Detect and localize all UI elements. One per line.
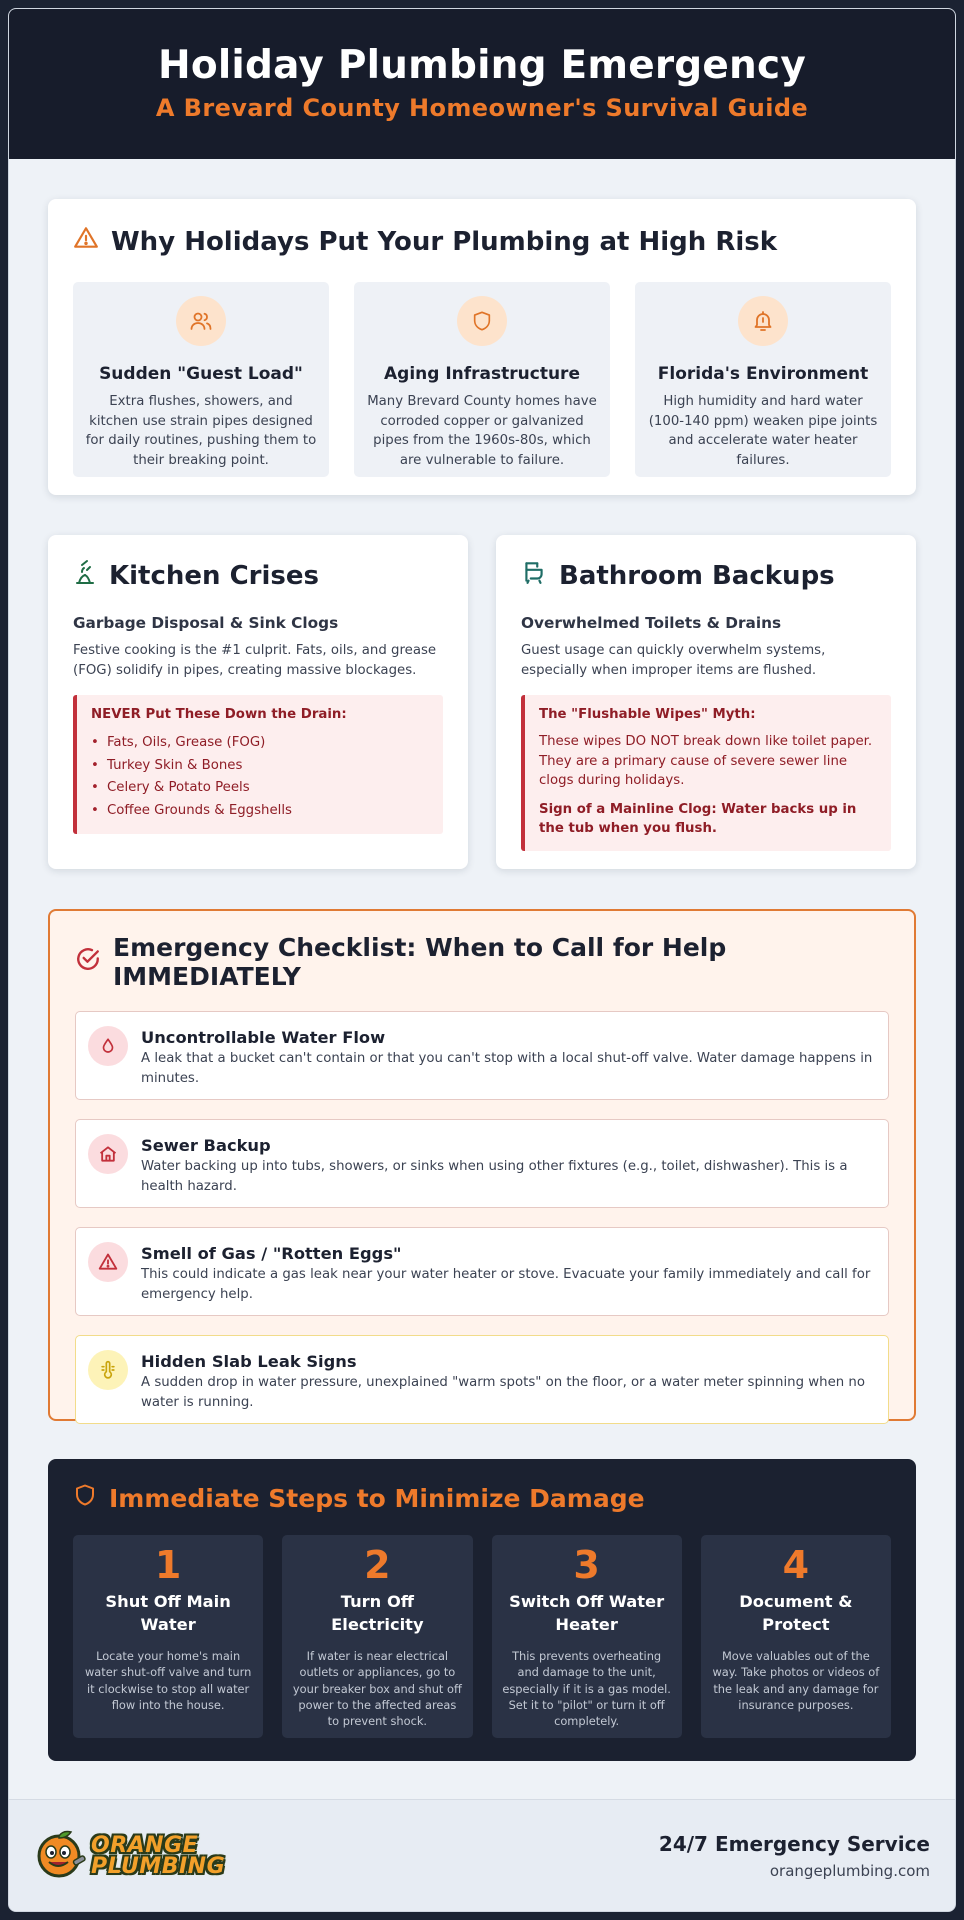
bathroom-alert-box xyxy=(521,695,891,851)
checklist-item-text: A leak that a bucket can't contain or that you can't stop with a local shut-off valve. Water damage happens in minutes. xyxy=(141,1051,873,1086)
drain-list xyxy=(91,732,429,822)
bathroom-alert-text: These wipes DO NOT break down like toilet paper. They are a primary cause of severe sewer line clogs during holidays. xyxy=(539,734,873,788)
step-title: Switch Off Water Heater xyxy=(509,1592,665,1634)
check-circle-icon xyxy=(75,946,101,978)
emergency-service-label: 24/7 Emergency Service xyxy=(658,1831,930,1856)
step-card-4 xyxy=(701,1535,891,1738)
shield-icon xyxy=(457,296,507,346)
risk-card-title: Florida's Environment xyxy=(657,364,869,384)
page-subtitle: A Brevard County Homeowner's Survival Guide xyxy=(155,94,809,122)
step-title: Shut Off Main Water xyxy=(105,1592,231,1634)
footer xyxy=(9,1799,955,1911)
checklist-item-water-flow xyxy=(75,1011,889,1100)
risk-card-text: High humidity and hard water (100-140 ppm) weaken pipe joints and accelerate water heater failures. xyxy=(648,394,878,468)
checklist-item-slab-leak xyxy=(75,1335,889,1424)
mainline-clog-sign: Sign of a Mainline Clog: Water backs up in the tub when you flush. xyxy=(539,801,857,836)
logo-line-1: ORANGE xyxy=(91,1832,199,1858)
thermometer-icon xyxy=(88,1350,128,1390)
step-text: Locate your home's main water shut-off valve and turn it clockwise to stop all water flow into the house. xyxy=(84,1649,252,1712)
checklist-item-gas-smell xyxy=(75,1227,889,1316)
risk-card-title: Aging Infrastructure xyxy=(384,364,580,384)
kitchen-bathroom-row xyxy=(48,535,916,869)
kitchen-alert-title: NEVER Put These Down the Drain: xyxy=(91,707,347,722)
users-icon xyxy=(176,296,226,346)
checklist-item-title: Smell of Gas / "Rotten Eggs" xyxy=(141,1244,402,1263)
page-title: Holiday Plumbing Emergency xyxy=(158,43,806,88)
bathroom-title: Bathroom Backups xyxy=(559,560,835,591)
bathroom-subtitle: Overwhelmed Toilets & Drains xyxy=(521,614,782,632)
warning-triangle-icon xyxy=(73,225,99,258)
checklist-item-body xyxy=(141,1134,876,1193)
warning-icon xyxy=(88,1242,128,1282)
orange-plumbing-logo[interactable] xyxy=(33,1828,225,1884)
step-number: 2 xyxy=(364,1543,391,1587)
risk-card-title: Sudden "Guest Load" xyxy=(99,364,303,384)
checklist-item-text: Water backing up into tubs, showers, or sinks when using other fixtures (e.g., toilet, dishwasher). This is a health hazard. xyxy=(141,1159,848,1194)
steps-title: Immediate Steps to Minimize Damage xyxy=(109,1483,645,1513)
risk-grid xyxy=(73,282,891,477)
checklist-item-sewer-backup xyxy=(75,1119,889,1208)
checklist-heading xyxy=(75,933,889,991)
step-card-2 xyxy=(282,1535,472,1738)
list-item: • Coffee Grounds & Eggshells xyxy=(91,800,429,823)
checklist-item-body xyxy=(141,1350,876,1409)
step-number: 1 xyxy=(154,1543,182,1587)
bathroom-heading xyxy=(521,559,891,592)
immediate-steps xyxy=(48,1459,916,1761)
main-content xyxy=(9,159,955,1761)
kitchen-section xyxy=(48,535,468,869)
risk-title: Why Holidays Put Your Plumbing at High Risk xyxy=(111,226,778,257)
risk-heading xyxy=(73,225,891,258)
risk-section xyxy=(48,199,916,495)
emergency-checklist xyxy=(48,909,916,1421)
bell-icon xyxy=(738,296,788,346)
shield-icon xyxy=(73,1483,97,1513)
checklist-item-body xyxy=(141,1242,876,1301)
bathroom-section xyxy=(496,535,916,869)
step-text: This prevents overheating and damage to the unit, especially if it is a gas model. Set it to "pilot" or turn it off completely. xyxy=(502,1649,671,1729)
step-number: 3 xyxy=(573,1543,600,1587)
list-item: • Celery & Potato Peels xyxy=(91,777,429,800)
checklist-item-title: Sewer Backup xyxy=(141,1136,271,1155)
step-title: Document & Protect xyxy=(739,1592,853,1634)
kitchen-heading xyxy=(73,559,443,592)
checklist-item-text: A sudden drop in water pressure, unexplained "warm spots" on the floor, or a water meter spinning when no water is running. xyxy=(141,1375,865,1410)
risk-card-aging-infrastructure xyxy=(354,282,610,477)
hero-header xyxy=(9,9,955,159)
home-icon xyxy=(88,1134,128,1174)
logo-line-2: PLUMBING xyxy=(91,1853,226,1879)
step-card-1 xyxy=(73,1535,263,1738)
bathroom-description: Guest usage can quickly overwhelm systems, especially when improper items are flushed. xyxy=(521,643,826,678)
droplet-icon xyxy=(88,1026,128,1066)
checklist-item-title: Hidden Slab Leak Signs xyxy=(141,1352,357,1371)
website-link[interactable]: orangeplumbing.com xyxy=(769,1861,930,1880)
step-title: Turn Off Electricity xyxy=(331,1592,424,1634)
checklist-title: Emergency Checklist: When to Call for Help IMMEDIATELY xyxy=(113,933,727,991)
step-text: Move valuables out of the way. Take photos or videos of the leak and any damage for insurance purposes. xyxy=(712,1649,880,1712)
step-text: If water is near electrical outlets or appliances, go to your breaker box and shut off power to the affected areas to prevent shock. xyxy=(292,1649,462,1729)
orange-mascot-icon xyxy=(33,1828,89,1884)
bathtub-icon xyxy=(521,559,547,592)
kitchen-alert-box xyxy=(73,695,443,834)
checklist-items xyxy=(75,1011,889,1424)
risk-card-text: Extra flushes, showers, and kitchen use strain pipes designed for daily routines, pushing them to their breaking point. xyxy=(85,394,317,468)
kitchen-title: Kitchen Crises xyxy=(109,560,320,591)
steps-heading xyxy=(73,1483,891,1513)
list-item: • Fats, Oils, Grease (FOG) xyxy=(91,732,429,755)
list-item: • Turkey Skin & Bones xyxy=(91,755,429,778)
faucet-icon xyxy=(73,559,97,592)
infographic-frame xyxy=(8,8,956,1912)
risk-card-guest-load xyxy=(73,282,329,477)
bathroom-alert-title: The "Flushable Wipes" Myth: xyxy=(539,707,756,722)
kitchen-subtitle: Garbage Disposal & Sink Clogs xyxy=(73,614,339,632)
footer-contact xyxy=(659,1832,930,1880)
risk-card-florida-environment xyxy=(635,282,891,477)
checklist-item-body xyxy=(141,1026,876,1085)
step-card-3 xyxy=(492,1535,682,1738)
checklist-item-title: Uncontrollable Water Flow xyxy=(141,1028,386,1047)
risk-card-text: Many Brevard County homes have corroded copper or galvanized pipes from the 1960s-80s, which are vulnerable to failure. xyxy=(367,394,597,468)
kitchen-description: Festive cooking is the #1 culprit. Fats, oils, and grease (FOG) solidify in pipes, creating massive blockages. xyxy=(73,643,437,678)
step-number: 4 xyxy=(782,1543,810,1587)
steps-grid xyxy=(73,1535,891,1738)
checklist-item-text: This could indicate a gas leak near your water heater or stove. Evacuate your family immediately and call for emergency help. xyxy=(141,1267,871,1302)
logo-wordmark xyxy=(91,1832,226,1879)
